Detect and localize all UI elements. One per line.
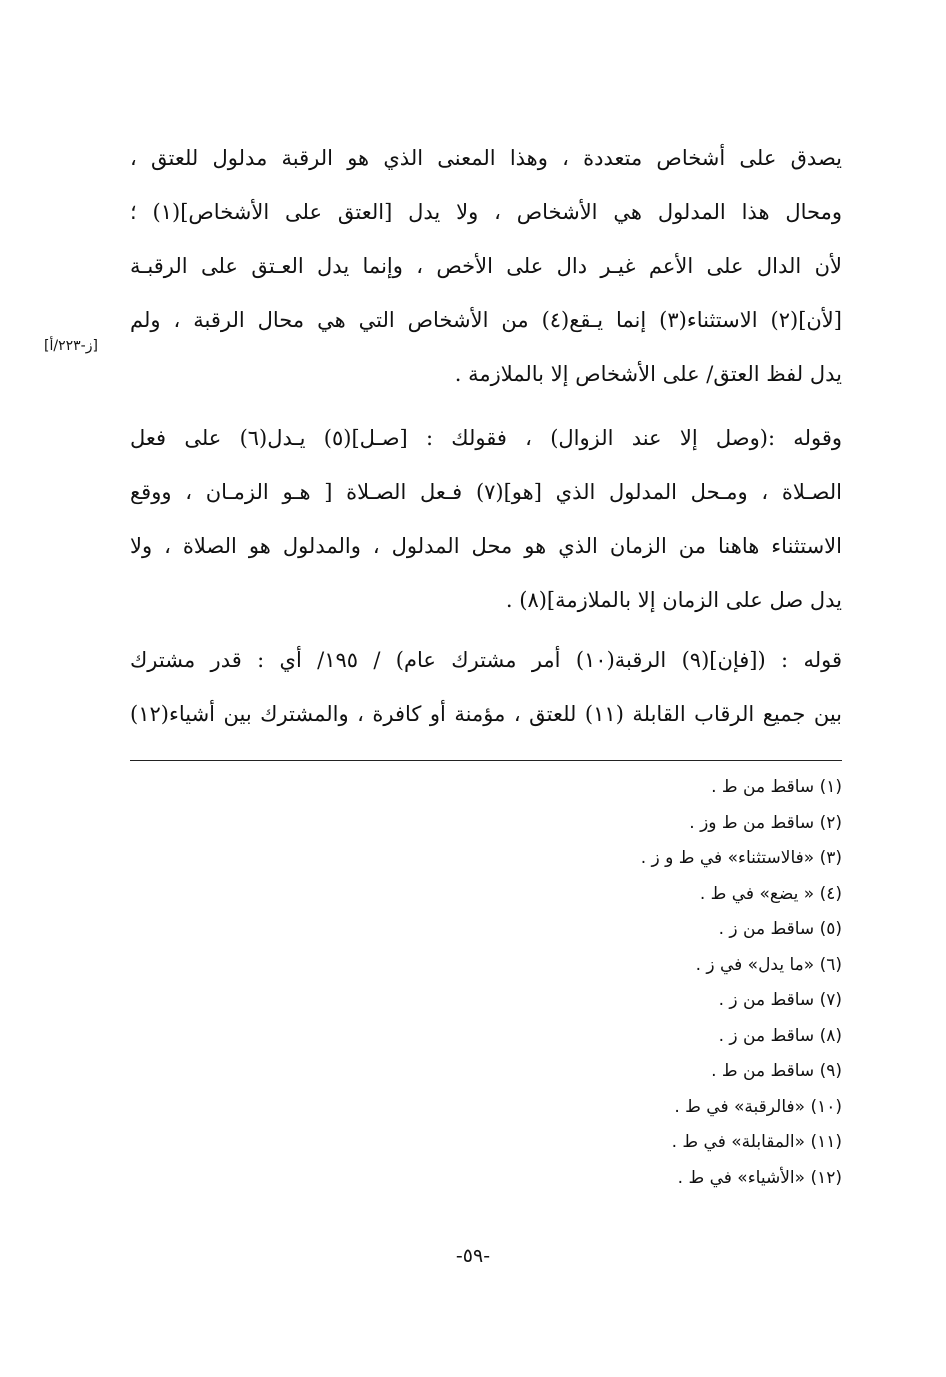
footnote-item: (١١) «المقابلة» في ط .	[671, 1132, 842, 1152]
page-number: -٥٩-	[455, 1245, 491, 1267]
footnote-divider	[130, 760, 842, 761]
text-line: الاستثناء هاهنا من الزمان الذي هو محل المدلول ، والمدلول هو الصلاة ، ولا	[130, 534, 842, 558]
footnote-item: (٧) ساقط من ز .	[718, 990, 842, 1010]
text-line: بين جميع الرقاب القابلة (١١) للعتق ، مؤمنة أو كافرة ، والمشترك بين أشياء(١٢)	[130, 702, 842, 726]
footnote-item: (٩) ساقط من ط .	[711, 1061, 842, 1081]
paragraph-2	[130, 411, 842, 627]
footnote-item: (٤) « يضع» في ط .	[699, 883, 842, 904]
footnote-item: (٢) ساقط من ط وز .	[689, 812, 842, 833]
footnote-item: (٥) ساقط من ز .	[718, 919, 842, 939]
footnote-item: (٨) ساقط من ز .	[718, 1025, 842, 1046]
manuscript-margin-note: [ز-٢٢٣/أ]	[44, 338, 98, 354]
paragraph-1	[130, 131, 842, 401]
footnotes-list	[322, 770, 842, 1196]
footnote-item: (١٠) «فالرقبة» في ط .	[674, 1096, 842, 1117]
footnote-item: (١) ساقط من ط .	[711, 777, 842, 797]
text-line: قوله : ([فإن](٩) الرقبة(١٠) أمر مشترك عام) / ١٩٥/ أي : قدر مشترك	[130, 648, 842, 672]
text-line: الصـلاة ، ومـحل المدلول الذي [هو](٧) فـعل الصـلاة [ هـو الزمـان ، ووقع	[130, 480, 842, 504]
text-line: ومحال هذا المدلول هي الأشخاص ، ولا يدل [العتق على الأشخاص](١) ؛	[130, 200, 842, 224]
text-line: [لأن](٢) الاستثناء(٣) إنما يـقع(٤) من الأشخاص التي هي محال الرقبة ، ولم	[130, 308, 842, 332]
text-line: يدل لفظ العتق/ على الأشخاص إلا بالملازمة .	[454, 362, 842, 386]
text-line: يصدق على أشخاص متعددة ، وهذا المعنى الذي هو الرقبة مدلول للعتق ،	[130, 146, 842, 170]
text-line: وقوله :(وصل إلا عند الزوال) ، فقولك : [صـل](٥) يـدل(٦) على فعل	[130, 426, 842, 450]
footnote-item: (١٢) «الأشياء» في ط .	[677, 1167, 842, 1188]
footnote-item: (٣) «فالاستثناء» في ط و ز .	[640, 848, 842, 868]
text-line: لأن الدال على الأعم غيـر دال على الأخص ، وإنما يدل العـتق على الرقبـة	[130, 254, 842, 278]
text-line: يدل صل على الزمان إلا بالملازمة](٨) .	[505, 588, 842, 612]
paragraph-3	[130, 633, 842, 741]
footnote-item: (٦) «ما يدل» في ز .	[695, 954, 842, 975]
